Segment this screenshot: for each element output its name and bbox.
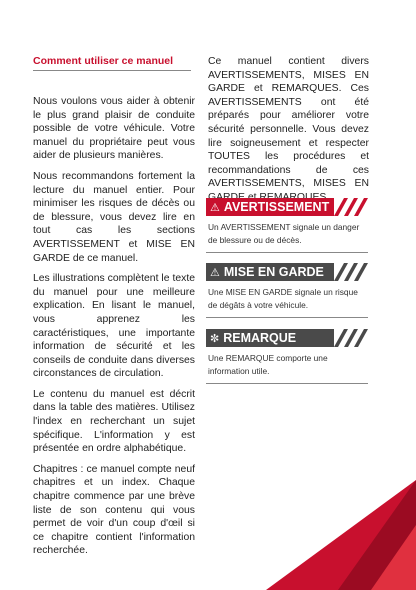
warning-icon: ⚠ [210, 201, 220, 214]
warning-notice [206, 198, 368, 253]
remark-label: REMARQUE [223, 331, 297, 345]
stripes-decoration [334, 329, 368, 347]
corner-decoration [266, 480, 416, 590]
warning-label: AVERTISSEMENT [223, 200, 330, 214]
paragraph: Chapitres : ce manuel compte neuf chapitres et un index. Chaque chapitre commence par une brève liste de son contenu qui vous permet de voir d'un coup d'œil si ce chapitre contient l'information recherchée. [33, 463, 195, 557]
remark-text: Une REMARQUE comporte une information utile. [206, 347, 368, 384]
warning-header [206, 198, 368, 216]
warning-text: Un AVERTISSEMENT signale un danger de blessure ou de décès. [206, 216, 368, 253]
section-title: Comment utiliser ce manuel [33, 55, 191, 71]
left-column [33, 95, 195, 565]
caution-label: MISE EN GARDE [223, 265, 324, 279]
caution-header [206, 263, 368, 281]
right-column [208, 55, 369, 205]
warning-triangle-icon: ⚠ [210, 266, 220, 279]
paragraph: Les illustrations complètent le texte du manuel pour une meilleure explication. En lisant le manuel, vous apprenez les caractéristiques, une importante information de sécurité et les conseils de conduite dans diverses circonstances de circulation. [33, 273, 195, 380]
paragraph: Nous recommandons fortement la lecture du manuel entier. Pour minimiser les risques de décès ou de blessure, vous devez lire en tout cas les sections AVERTISSEMENT et MISE EN GARDE de ce manuel. [33, 170, 195, 264]
stripes-decoration [334, 198, 368, 216]
paragraph: Ce manuel contient divers AVERTISSEMENTS, MISES EN GARDE et REMARQUES. Ces AVERTISSEMENTS ont été préparés pour améliorer votre sécurité personnelle. Vous devez lire soigneusement et respecter TOUTES les procédures et recommandations de ces AVERTISSEMENTS, MISES EN [208, 56, 369, 190]
caution-notice [206, 263, 368, 318]
stripes-decoration [334, 263, 368, 281]
paragraph: Nous voulons vous aider à obtenir le plus grand plaisir de conduite possible de votre véhicule. Votre manuel du propriétaire peut vous aider de plusieurs manières. [33, 96, 195, 162]
caution-text: Une MISE EN GARDE signale un risque de dégâts à votre véhicule. [206, 281, 368, 318]
asterisk-icon: ✼ [210, 332, 220, 345]
remark-header [206, 329, 368, 347]
remark-notice [206, 329, 368, 384]
paragraph: Le contenu du manuel est décrit dans la table des matières. Utilisez l'index en recherchant un sujet spécifique. L'information y est présentée en ordre alphabétique. [33, 388, 195, 455]
